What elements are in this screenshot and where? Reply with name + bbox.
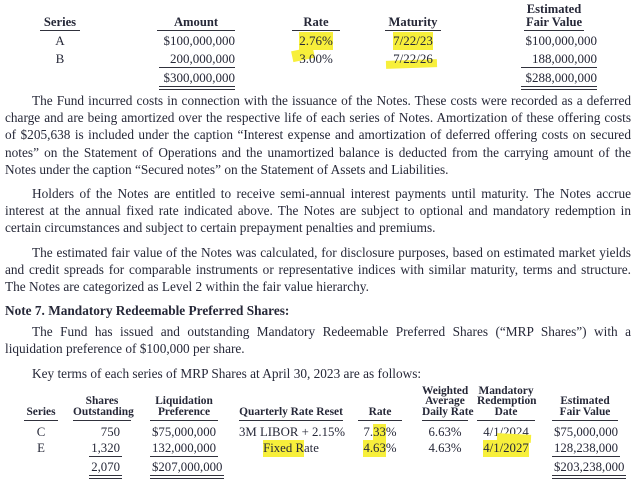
secured-notes-table — [0, 0, 637, 86]
highlight-mark: 33 — [373, 424, 386, 439]
header-series: Series — [24, 407, 58, 421]
header-estimated-fair-value: Estimated Fair Value — [552, 396, 618, 420]
paragraph-key-terms: Key terms of each series of MRP Shares at April 30, 2023 are as follows: — [32, 365, 422, 381]
header-quarterly-rate-reset: Quarterly Rate Reset — [239, 407, 343, 421]
cell-rate — [292, 33, 340, 49]
highlight-mark: 4.63 — [363, 440, 386, 455]
header-liquidation-preference: Liquidation Preference — [150, 396, 218, 420]
cell-estimated-fair-value-total: $203,238,000 — [554, 459, 625, 474]
cell-estimated-fair-value: 128,238,000 — [554, 440, 618, 455]
cell-liquidation-preference-total: $207,000,000 — [152, 459, 223, 474]
mrp-total-row — [0, 460, 637, 475]
cell-weighted-average-daily-rate: 6.63% — [428, 424, 462, 439]
paragraph-notes-costs: The Fund incurred costs in connection with the issuance of the Notes. These costs were recorded as a deferred charge and are being amortized over the respective life of each series of Notes. Amortization of these offering costs of $205,638 is included under the caption “Interest expense and amortization of deferred offering costs on secured notes” on the Statement of Operations and the unamortized balance is deducted from the carrying amount of the Notes under the caption “Secured notes” on the Statement of Assets and Liabilities. — [5, 93, 631, 177]
cell-quarterly-rate-reset: 3M LIBOR + 2.15% — [239, 424, 346, 439]
paragraph-note7-intro: The Fund has issued and outstanding Mandatory Redeemable Preferred Shares (“MRP Shares”) with a liquidation preference of $100,000 per share. — [5, 324, 631, 357]
paragraph-notes-holders: Holders of the Notes are entitled to receive semi-annual interest payments until maturity. The Notes accrue interest at the annual fixed rate indicated above. The Notes are subject to optional and mandatory redemption in certain circumstances and subject to certain prepayment penalties and premiums. — [5, 186, 631, 236]
cell-amount-total: $300,000,000 — [157, 70, 235, 86]
mrp-row-e — [0, 441, 637, 456]
header-amount: Amount — [157, 16, 235, 31]
notes-total-row — [0, 70, 637, 86]
header-estimated-line1: Estimated — [526, 2, 582, 16]
cell-fair-value-total: $288,000,000 — [511, 70, 597, 86]
highlight-mark: 7/22/23 — [393, 33, 433, 48]
cell-liquidation-preference: 132,000,000 — [152, 440, 216, 455]
cell-shares-outstanding: 750 — [100, 424, 120, 439]
highlight-mark: Fixed R — [263, 440, 304, 455]
cell-estimated-fair-value: $75,000,000 — [554, 424, 618, 439]
cell-liquidation-preference: $75,000,000 — [152, 424, 216, 439]
cell-quarterly-rate-reset: Fixed Rate — [263, 440, 319, 455]
cell-weighted-average-daily-rate: 4.63% — [428, 440, 462, 455]
cell-maturity — [385, 33, 441, 49]
cell-series: A — [55, 33, 65, 48]
cell-fair-value: $100,000,000 — [525, 33, 597, 48]
header-shares-outstanding: Shares Outstanding — [73, 396, 131, 420]
notes-table-header-line2 — [0, 16, 637, 31]
cell-rate: 3.00% — [292, 51, 340, 67]
cell-amount: 200,000,000 — [157, 51, 235, 67]
mrp-table-header — [0, 386, 637, 421]
cell-shares-outstanding: 1,320 — [91, 440, 120, 455]
mrp-shares-table — [0, 386, 637, 475]
cell-fair-value: 188,000,000 — [511, 51, 597, 67]
cell-mandatory-redemption-date — [477, 441, 535, 456]
mrp-row-c — [0, 425, 637, 440]
cell-mandatory-redemption-date: 4/1/2024 — [483, 424, 529, 439]
highlight-mark: 2.76% — [299, 33, 333, 48]
paragraph-notes-fair-value: The estimated fair value of the Notes was calculated, for disclosure purposes, based on estimated market yields and credit spreads for comparable instruments or representative indices with similar maturity, terms and structure. The Notes are categorized as Level 2 within the fair value hierarchy. — [5, 244, 631, 295]
header-rate: Rate — [358, 407, 402, 421]
cell-amount: $100,000,000 — [163, 33, 235, 48]
note7-heading: Note 7. Mandatory Redeemable Preferred Shares: — [5, 303, 290, 319]
header-maturity: Maturity — [385, 16, 441, 31]
notes-row-a — [0, 33, 637, 49]
cell-series: E — [37, 440, 45, 455]
header-weighted-average-daily-rate: Weighted Average Daily Rate — [422, 386, 468, 421]
notes-row-b — [0, 51, 637, 67]
cell-series: B — [55, 51, 65, 66]
header-rate: Rate — [292, 16, 340, 31]
cell-rate: 7.33% — [363, 424, 397, 439]
cell-rate: 4.63% — [363, 440, 397, 455]
cell-maturity: 7/22/26 — [385, 51, 441, 67]
header-series: Series — [40, 16, 80, 31]
highlight-mark: 4/1/2027 — [483, 440, 529, 455]
header-mandatory-redemption-date: Mandatory Redemption Date — [477, 386, 535, 421]
cell-shares-outstanding-total: 2,070 — [91, 459, 120, 474]
cell-series: C — [36, 424, 46, 439]
header-fair-value: Fair Value — [525, 15, 583, 29]
